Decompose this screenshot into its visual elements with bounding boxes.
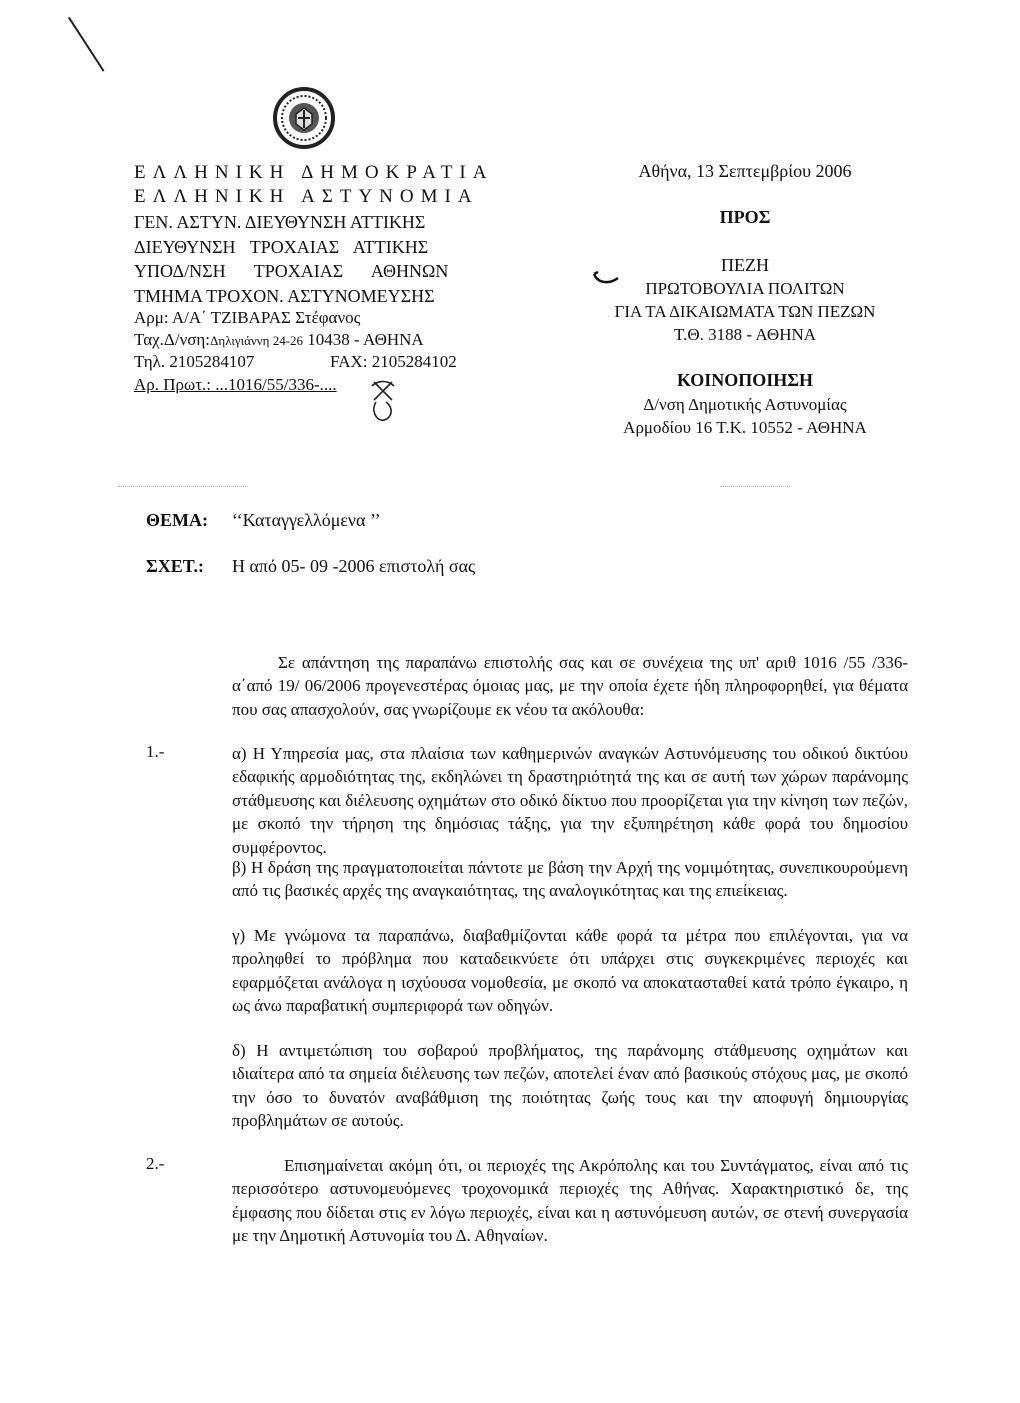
header-phone: Τηλ. 2105284107 (134, 352, 255, 371)
item-1-number: 1.- (146, 742, 165, 761)
header-responsible-officer: Αρμ: Α/Α΄ ΤΖΙΒΑΡΑΣ Στέφανος (134, 308, 361, 327)
header-fax: FAX: 2105284102 (330, 352, 457, 371)
header-republic: ΕΛΛΗΝΙΚΗ ΔΗΜΟΚΡΑΤΙΑ (134, 162, 494, 183)
recipient-label: ΠΡΟΣ (719, 207, 771, 227)
cc-line-1: Δ/νση Δημοτικής Αστυνομίας (643, 395, 847, 414)
letter-date: Αθήνα, 13 Σεπτεμβρίου 2006 (638, 161, 852, 181)
header-traffic-directorate: ΔΙΕΥΘΥΝΣΗ ΤΡΟΧΑΙΑΣ ΑΤΤΙΚΗΣ (134, 237, 429, 257)
address-postcode-city: 10438 - ΑΘΗΝΑ (307, 330, 424, 349)
item-2-number: 2.- (146, 1154, 165, 1173)
cc-label: ΚΟΙΝΟΠΟΙΗΣΗ (676, 370, 813, 390)
item-1-d: δ) Η αντιμετώπιση του σοβαρού προβλήματος, της παράνομης στάθμευσης οχημάτων και ιδιαίτερα από τα σημεία διέλευσης των πεζών, αποτελεί έναν από βασικούς στόχους μας, με σκοπό την όσο το δυνατόν αναβάθμιση της ποιότητας ζωής τους και την αποφυγή δημιουργίας προβλημάτων σε αυτούς. (232, 1041, 908, 1131)
header-department: ΤΜΗΜΑ ΤΡΟΧΟΝ. ΑΣΤΥΝΟΜΕΥΣΗΣ (134, 286, 435, 306)
item-1-c: γ) Με γνώμονα τα παραπάνω, διαβαθμίζονται κάθε φορά τα μέτρα που επιλέγονται, για να προληφθεί το πρόβλημα που καταδεικνύετε ότι υπάρχει στις συγκεκριμένες περιοχές και εφαρμόζεται ανάλογα η ισχύουσα νομοθεσία, με σκοπό να αποκατασταθεί κατά τρόπο έγκαιρο, η ως άνω παραβατική συμπεριφορά των οδηγών. (232, 926, 908, 1016)
scan-artifact-left (118, 486, 248, 488)
scan-artifact-right (720, 486, 790, 488)
recipient-line-4: Τ.Θ. 3188 - ΑΘΗΝΑ (673, 325, 817, 344)
item-1-a: α) Η Υπηρεσία μας, στα πλαίσια των καθημερινών αναγκών Αστυνόμευσης του οδικού δικτύου εδαφικής αρμοδιότητας της, εκδηλώνει τη δραστηριότητά της και σε αυτή των χώρων παράνομης στάθμευσης και διέλευσης οχημάτων στο οδικό δίκτυο που προορίζεται για την κίνηση των πεζών, με σκοπό την τήρηση της δημόσιας τάξης, για την εξυπηρέτηση κάθε φορά του δημοσίου συμφέροντος. (232, 744, 908, 857)
header-sub-directorate: ΥΠΟΔ/ΝΣΗ ΤΡΟΧΑΙΑΣ ΑΘΗΝΩΝ (134, 261, 449, 281)
recipient-line-3: ΓΙΑ ΤΑ ΔΙΚΑΙΩΜΑΤΑ ΤΩΝ ΠΕΖΩΝ (614, 302, 876, 321)
item-1-b: β) Η δράση της πραγματοποιείται πάντοτε με βάση την Αρχή της νομιμότητας, συνεπικουρούμενη από τις βασικές αρχές της αναγκαιότητας, της αναλογικότητας και της επιείκειας. (232, 858, 908, 901)
intro-paragraph: Σε απάντηση της παραπάνω επιστολής σας και σε συνέχεια της υπ' αριθ 1016 /55 /336-α΄από 19/ 06/2006 προγενεστέρας όμοιας μας, με την οποία έχετε ήδη πληροφορηθεί, για θέματα που σας απασχολούν, σας γνωρίζουμε εκ νέου τα ακόλουθα: (232, 653, 908, 719)
header-general-directorate: ΓΕΝ. ΑΣΤΥΝ. ΔΙΕΥΘΥΝΣΗ ΑΤΤΙΚΗΣ (134, 212, 426, 232)
subject-label: ΘΕΜΑ: (146, 510, 208, 530)
recipient-line-1: ΠΕΖΗ (721, 255, 769, 275)
recipient-line-2: ΠΡΩΤΟΒΟΥΛΙΑ ΠΟΛΙΤΩΝ (645, 279, 845, 298)
reference-label: ΣΧΕΤ.: (146, 556, 204, 576)
pen-stroke-mark (68, 17, 105, 72)
reference-text: Η από 05- 09 -2006 επιστολή σας (232, 556, 476, 576)
curved-arrow-mark-icon (592, 270, 620, 293)
greek-police-seal-icon (272, 86, 336, 155)
address-street: Δηλιγιάννη 24-26 (210, 333, 304, 348)
cc-line-2: Αρμοδίου 16 Τ.Κ. 10552 - ΑΘΗΝΑ (623, 418, 867, 437)
header-protocol-number: Αρ. Πρωτ.: ...1016/55/336-.... (134, 375, 337, 394)
address-prefix: Ταχ.Δ/νση: (134, 330, 211, 349)
handwritten-letter-icon (366, 378, 400, 429)
subject-text: ‘‘Καταγγελλόμενα ’’ (232, 510, 381, 530)
header-police: ΕΛΛΗΝΙΚΗ ΑΣΤΥΝΟΜΙΑ (134, 186, 479, 207)
item-2-paragraph: Επισημαίνεται ακόμη ότι, οι περιοχές της Ακρόπολης και του Συντάγματος, είναι από τις περισσότερο αστυνομευόμενες τροχονομικά περιοχές της Αθήνας. Χαρακτηριστικό δε, της έμφασης που δίδεται στις εν λόγω περιοχές, είναι και η αστυνόμευση αυτών, σε στενή συνεργασία με την Δημοτική Αστυνομία του Δ. Αθηναίων. (232, 1156, 908, 1246)
